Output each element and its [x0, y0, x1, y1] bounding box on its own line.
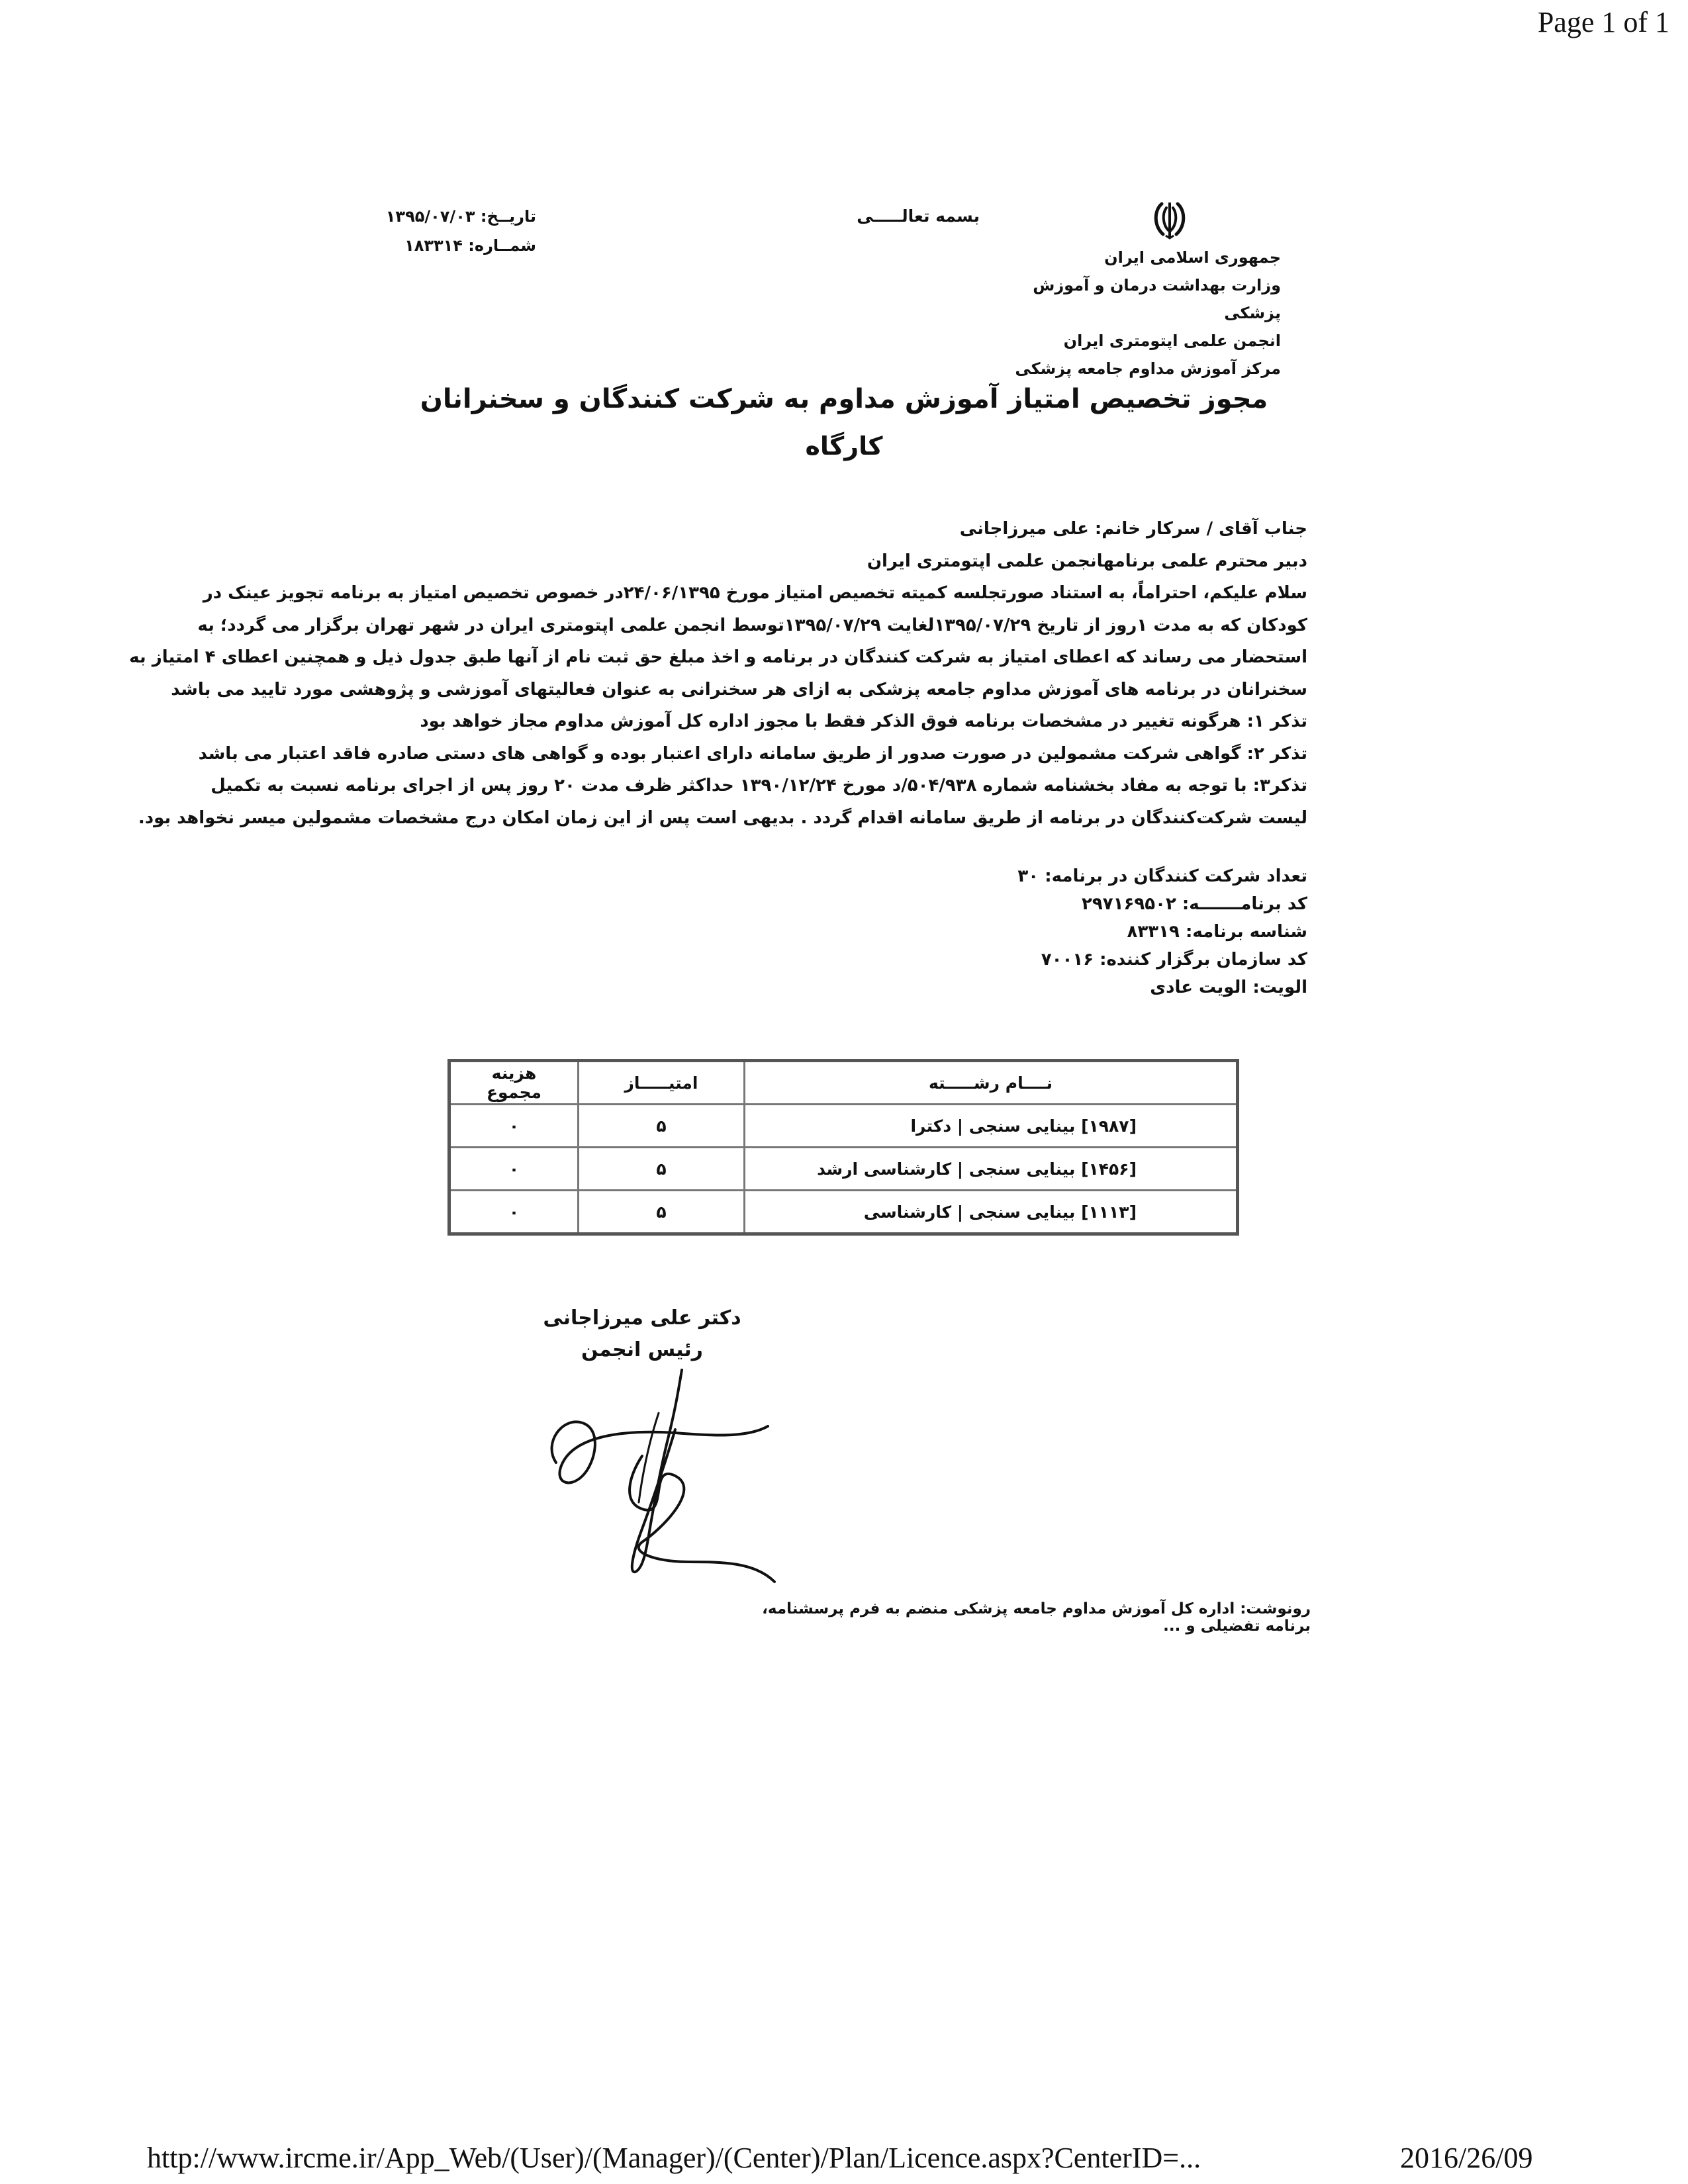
- field-name-cell: [۱۴۵۶] بینایی سنجی | کارشناسی ارشد: [745, 1148, 1238, 1191]
- table-header-row: [449, 1061, 1238, 1105]
- letter-meta: [371, 202, 536, 260]
- points-table: [447, 1059, 1239, 1236]
- points-cell: ۵: [579, 1191, 745, 1234]
- body-paragraph-line: استحضار می رساند که اعطای امتیاز به شرکت کنندگان در برنامه و اخذ مبلغ حق ثبت نام از آنها طبق جدول ذیل و همچنین اعطای ۴ امتیاز به: [129, 647, 1307, 667]
- basmala-heading: بسمه تعالـــــی: [857, 206, 980, 226]
- footer-url: http://www.ircme.ir/App_Web/(User)/(Manager)/(Center)/Plan/Licence.aspx?CenterID=...: [147, 2142, 1201, 2174]
- note-3-line: تذکر۳: با توجه به مفاد بخشنامه شماره ۵۰۴/۹۳۸/د مورخ ۱۳۹۰/۱۲/۲۴ حداکثر ظرف مدت ۲۰ روز پس از اجرای برنامه نسبت به تکمیل: [211, 776, 1307, 796]
- signer-title: رئیس انجمن: [581, 1338, 703, 1361]
- cost-cell: ۰: [449, 1148, 579, 1191]
- document-title: مجوز تخصیص امتیاز آموزش مداوم به شرکت کنندگان و سخنرانان: [420, 384, 1268, 414]
- header-line-center: مرکز آموزش مداوم جامعه پزشکی: [1015, 359, 1281, 378]
- signer-block: [543, 1302, 741, 1366]
- body-paragraph-line: کودکان که به مدت ۱روز از تاریخ ۱۳۹۵/۰۷/۲۹لغایت ۱۳۹۵/۰۷/۲۹توسط انجمن علمی اپتومتری ایران در شهر تهران برگزار می گردد؛ به: [197, 615, 1307, 635]
- program-id: شناسه برنامه: ۸۳۳۱۹: [1127, 922, 1307, 942]
- points-cell: ۵: [579, 1105, 745, 1148]
- note-1: تذکر ۱: هرگونه تغییر در مشخصات برنامه فوق الذکر فقط با مجوز اداره کل آموزش مداوم مجاز خواهد بود: [420, 711, 1307, 731]
- field-name-cell: [۱۱۱۳] بینایی سنجی | کارشناسی: [745, 1191, 1238, 1234]
- program-info: [993, 862, 1307, 1001]
- signer-name: دکتر علی میرزاجانی: [543, 1306, 741, 1330]
- addressee-line: جناب آقای / سرکار خانم: علی میرزاجانی: [959, 519, 1307, 539]
- letter-body: [129, 513, 1307, 834]
- letter-date: تاریــخ: ۱۳۹۵/۰۷/۰۳: [385, 207, 536, 226]
- body-paragraph-line: سخنرانان در برنامه های آموزش مداوم جامعه پزشکی به ازای هر سخنرانی به عنوان فعالیتهای آموزشی و پژوهشی مورد تایید می باشد: [171, 679, 1307, 700]
- cost-cell: ۰: [449, 1191, 579, 1234]
- program-priority: الویت: الویت عادی: [1150, 978, 1307, 997]
- points-cell: ۵: [579, 1148, 745, 1191]
- table-row: [449, 1191, 1238, 1234]
- header-line-association: انجمن علمی اپتومتری ایران: [1063, 332, 1281, 350]
- handwritten-signature: [543, 1363, 788, 1588]
- page-number: Page 1 of 1: [1537, 6, 1669, 38]
- note-2: تذکر ۲: گواهی شرکت مشمولین در صورت صدور از طریق سامانه دارای اعتبار بوده و گواهی های دستی صادره فاقد اعتبار می باشد: [198, 743, 1307, 764]
- footer-print-date: 2016/26/09: [1400, 2142, 1533, 2174]
- carbon-copy-note: رونوشت: اداره کل آموزش مداوم جامعه پزشکی منضم به فرم پرسشنامه، برنامه تفضیلی و ...: [762, 1600, 1311, 1635]
- cost-cell: ۰: [449, 1105, 579, 1148]
- letter-number: شمــاره: ۱۸۳۳۱۴: [404, 236, 536, 255]
- header-line-republic: جمهوری اسلامی ایران: [1104, 248, 1281, 267]
- document-subtitle: کارگاه: [805, 432, 883, 461]
- participants-count: تعداد شرکت کنندگان در برنامه: ۳۰: [1017, 866, 1307, 886]
- table-row: [449, 1148, 1238, 1191]
- column-header-points: امتیـــــاز: [579, 1061, 745, 1105]
- column-header-field-name: نــــام رشـــــته: [745, 1061, 1238, 1105]
- field-name-cell: [۱۹۸۷] بینایی سنجی | دکترا: [745, 1105, 1238, 1148]
- body-paragraph-line: سلام علیکم، احتراماً، به استناد صورتجلسه کمیته تخصیص امتیاز مورخ ۲۴/۰۶/۱۳۹۵در خصوص تخصیص امتیاز به برنامه تجویز عینک در: [203, 583, 1307, 603]
- note-3-line: لیست شرکت‌کنندگان در برنامه از طریق سامانه اقدام گردد . بدیهی است پس از این زمان امکان درج مشخصات مشمولین میسر نخواهد بود.: [138, 807, 1307, 828]
- addressee-role-line: دبیر محترم علمی برنامهانجمن علمی اپتومتری ایران: [867, 551, 1307, 571]
- organizer-code: کد سازمان برگزار کننده: ۷۰۰۱۶: [1041, 950, 1307, 970]
- program-code: کد برنامـــــــه: ۲۹۷۱۶۹۵۰۲: [1081, 894, 1307, 914]
- table-row: [449, 1105, 1238, 1148]
- organization-header: [980, 244, 1281, 383]
- column-header-total-cost: هزینه مجموع: [449, 1061, 579, 1105]
- iran-emblem-icon: [1149, 199, 1191, 241]
- header-line-ministry: وزارت بهداشت درمان و آموزش پزشکی: [1033, 276, 1281, 322]
